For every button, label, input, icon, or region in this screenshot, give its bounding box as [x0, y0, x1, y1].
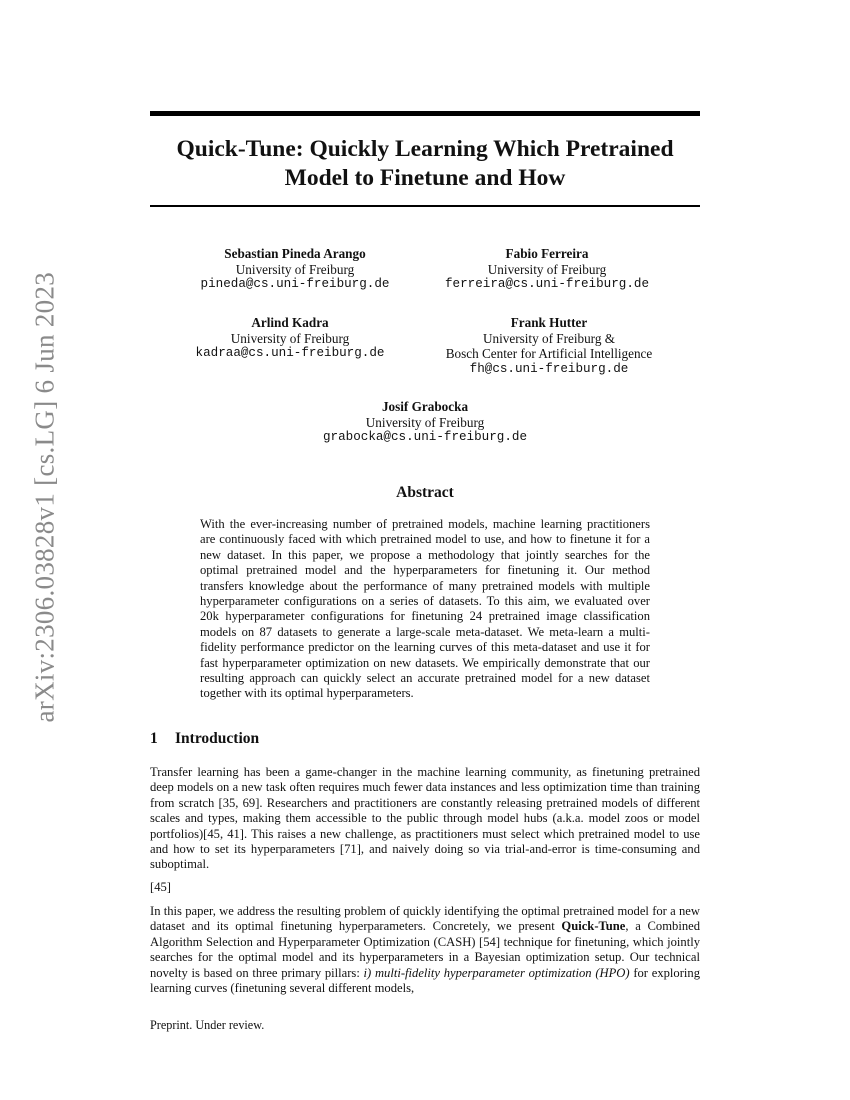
author-email: ferreira@cs.uni-freiburg.de [444, 277, 650, 291]
arxiv-stamp: arXiv:2306.03828v1 [cs.LG] 6 Jun 2023 [29, 271, 60, 723]
method-name: Quick-Tune [561, 919, 626, 934]
section-heading [150, 730, 259, 748]
author-block [430, 246, 664, 293]
para-emphasis: i) multi-fidelity hyperparameter optimization (HPO) [363, 965, 630, 980]
author-block [420, 315, 678, 377]
author-email: grabocka@cs.uni-freiburg.de [322, 430, 528, 444]
author-email: kadraa@cs.uni-freiburg.de [195, 346, 385, 360]
para-text: In this paper, we address the resulting problem of quickly identifying the optimal pretrained model for a new dataset and its optimal finetuning hyperparameters. Concretely, we present [150, 904, 700, 934]
author-name: Sebastian Pineda Arango [224, 246, 366, 261]
author-email: pineda@cs.uni-freiburg.de [200, 277, 390, 291]
footer-note: Preprint. Under review. [150, 1018, 265, 1032]
intro-paragraph-2 [150, 904, 700, 996]
abstract-heading: Abstract [396, 484, 454, 501]
author-affiliation: University of Freiburg [487, 261, 607, 277]
author-name: Fabio Ferreira [505, 246, 589, 261]
author-email: fh@cs.uni-freiburg.de [469, 361, 629, 376]
author-affiliation-second: Bosch Center for Artificial Intelligence [445, 346, 653, 361]
section-title: Introduction [175, 730, 260, 747]
author-affiliation: University of Freiburg [230, 330, 350, 346]
author-name: Arlind Kadra [251, 315, 329, 330]
author-block [180, 315, 400, 362]
intro-reference-line: [45] [150, 880, 171, 894]
author-affiliation: University of Freiburg [365, 414, 485, 430]
author-block [310, 399, 540, 446]
author-name: Frank Hutter [510, 315, 588, 330]
title-bottom-rule [150, 205, 700, 207]
section-number: 1 [150, 730, 158, 747]
title-top-rule [150, 111, 700, 116]
author-name: Josif Grabocka [381, 399, 469, 414]
abstract-text: With the ever-increasing number of pretrained models, machine learning practitioners are continuously faced with which pretrained model to use, and how to finetune it for a new dataset. In this paper, we propose a methodology that jointly searches for the optimal pretrained model and the hyperparameters for finetuning it. Our method transfers knowledge about the performance of many pretrained models with multiple hyperparameter configurations on a series of datasets. To this aim, we evaluated over 20k hyperparameter configurations for finetuning 24 pretrained image classification models on 87 datasets to generate a large-scale meta-dataset. We meta-learn a multi-fidelity performance predictor on the learning curves of this meta-dataset and use it for fast hyperparameter optimization on new datasets. We empirically demonstrate that our resulting approach can quickly select an accurate pretrained model for a new dataset together with its optimal hyperparameters. [200, 517, 650, 701]
author-affiliation: University of Freiburg & [483, 330, 615, 346]
para-text: , a Combined Algorithm Selection and Hyperparameter Optimization (CASH) [54] technique for finetuning, which jointly searches for the optimal model and its hyperparameters in a Bayesian optimization setup. Our technical novelty is based on three primary pillars: [150, 919, 700, 980]
author-affiliation: University of Freiburg [235, 261, 355, 277]
intro-paragraph-1: Transfer learning has been a game-changer in the machine learning community, as finetuning pretrained deep models on a new task often requires much fewer data instances and less optimization time than training from scratch [35, 69]. Researchers and practitioners are constantly releasing pretrained models of different scales and types, making them accessible to the public through model hubs (a.k.a. model zoos or model portfolios)[45, 41]. This raises a new challenge, as practitioners must select which pretrained model to use and how to set its hyperparameters [71], and naively doing so via trial-and-error is time-consuming and suboptimal. [150, 765, 700, 872]
paper-title: Quick-Tune: Quickly Learning Which Pretrained Model to Finetune and How [176, 136, 674, 191]
para-text: for exploring learning curves (finetuning several different models, [150, 965, 700, 996]
author-block [190, 246, 400, 293]
